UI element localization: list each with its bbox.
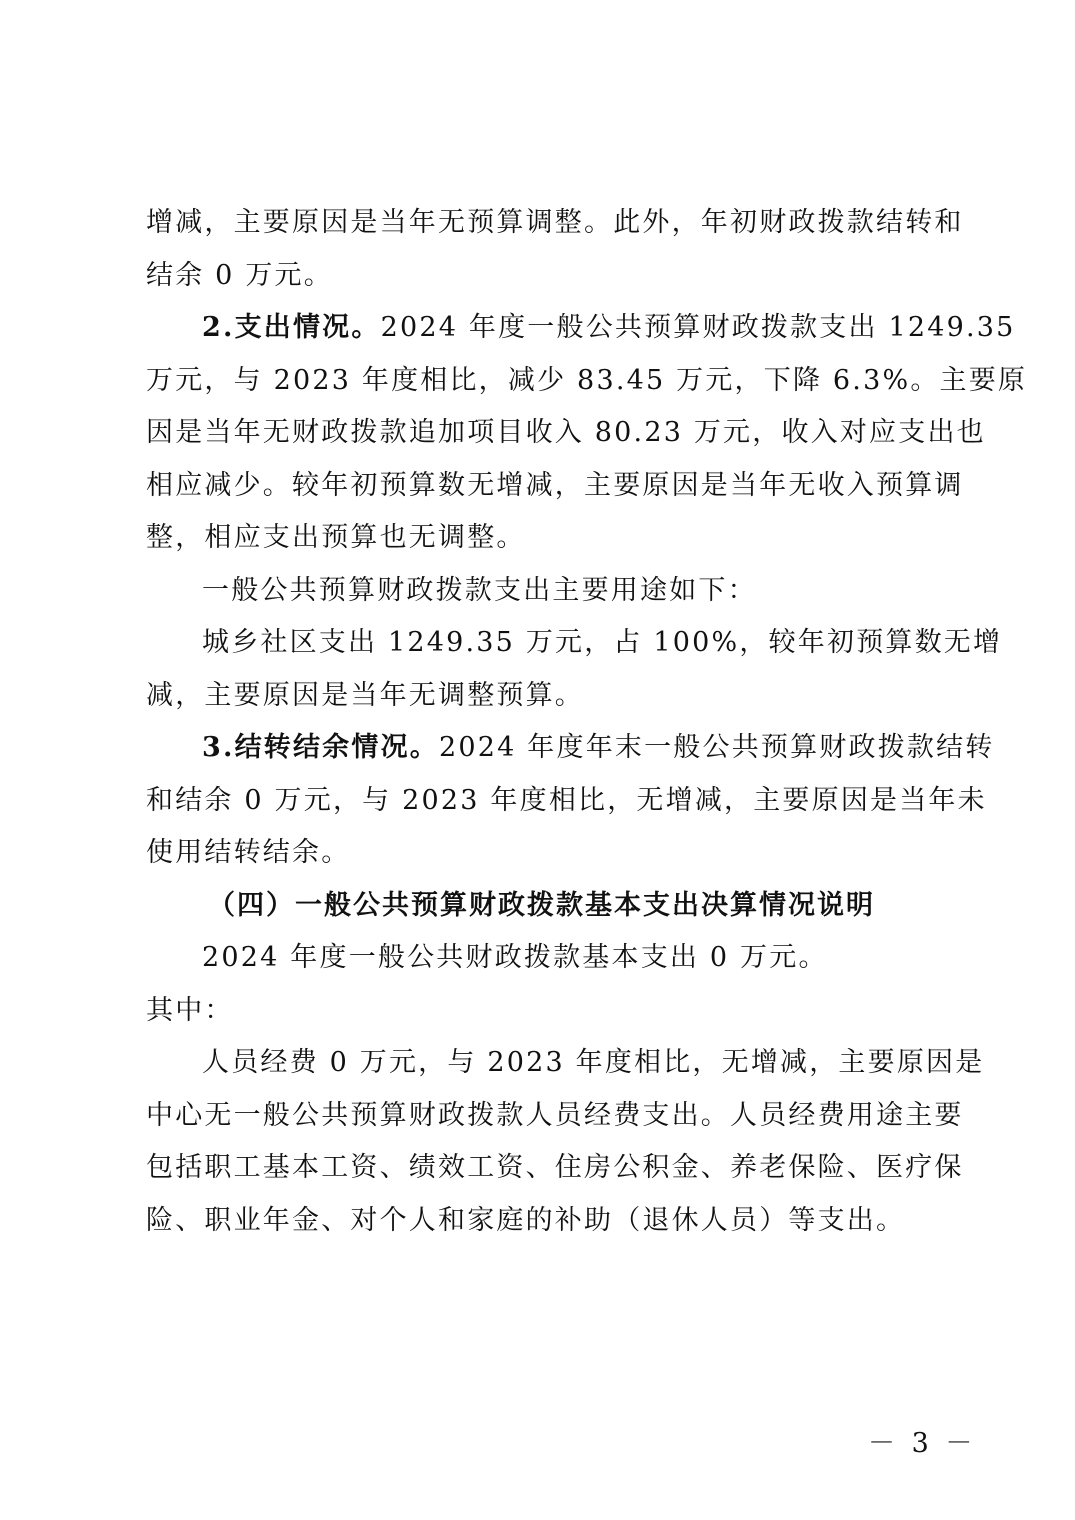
paragraph-line: 万元，与 2023 年度相比，减少 83.45 万元，下降 6.3%。主要原 (146, 364, 1028, 396)
paragraph-line: 其中： (146, 994, 234, 1026)
paragraph-line: 减，主要原因是当年无调整预算。 (146, 679, 584, 711)
document-body (146, 197, 1028, 1247)
section-lead-carryover: 3.结转结余情况。 (202, 732, 439, 763)
section-lead-expenditure: 2.支出情况。 (202, 312, 381, 343)
paragraph-text: 2024 年度一般公共预算财政拨款支出 1249.35 (380, 312, 1016, 343)
section-heading: （四）一般公共预算财政拨款基本支出决算情况说明 (208, 889, 875, 921)
paragraph-line: 结余 0 万元。 (146, 259, 333, 291)
paragraph-line: 包括职工基本工资、绩效工资、住房公积金、养老保险、医疗保 (146, 1152, 964, 1183)
paragraph-line (146, 722, 995, 775)
paragraph-line: 人员经费 0 万元，与 2023 年度相比，无增减，主要原因是 (202, 1047, 985, 1078)
paragraph-text: 2024 年度年末一般公共预算财政拨款结转 (439, 732, 995, 763)
page-number: － 3 － (868, 1428, 977, 1459)
paragraph-line: 整，相应支出预算也无调整。 (146, 522, 526, 553)
paragraph-line: 险、职业年金、对个人和家庭的补助（退休人员）等支出。 (146, 1204, 906, 1236)
paragraph-line: 2024 年度一般公共财政拨款基本支出 0 万元。 (202, 942, 828, 973)
paragraph-line: 增减，主要原因是当年无预算调整。此外，年初财政拨款结转和 (146, 207, 964, 238)
paragraph-line: 相应减少。较年初预算数无增减，主要原因是当年无收入预算调 (146, 469, 964, 501)
paragraph-line: 因是当年无财政拨款追加项目收入 80.23 万元，收入对应支出也 (146, 417, 986, 448)
paragraph-line: 一般公共预算财政拨款支出主要用途如下： (202, 574, 757, 606)
paragraph-line: 使用结转结余。 (146, 837, 351, 868)
paragraph-line (146, 302, 1016, 355)
paragraph-line: 城乡社区支出 1249.35 万元，占 100%，较年初预算数无增 (202, 627, 1003, 658)
paragraph-line: 中心无一般公共预算财政拨款人员经费支出。人员经费用途主要 (146, 1099, 964, 1131)
paragraph-line: 和结余 0 万元，与 2023 年度相比，无增减，主要原因是当年未 (146, 784, 987, 816)
